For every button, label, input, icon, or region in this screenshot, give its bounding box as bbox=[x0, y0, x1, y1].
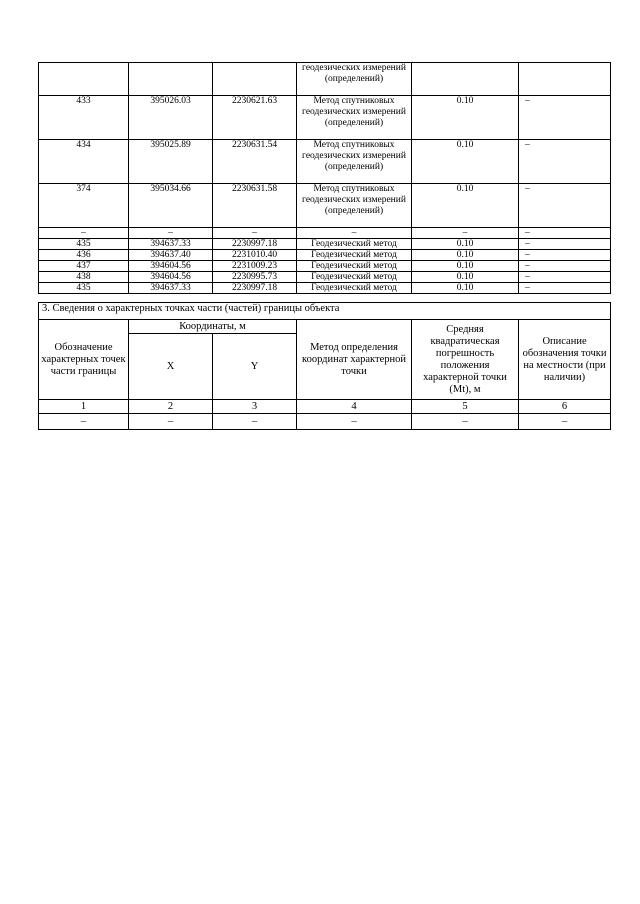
table-row bbox=[39, 184, 611, 228]
header-description: Описание обозначения точки на местности (при наличии) bbox=[519, 320, 611, 400]
column-number: 5 bbox=[412, 400, 519, 414]
description-cell: – bbox=[519, 261, 611, 272]
coord-x: 395026.03 bbox=[129, 96, 213, 140]
error-cell: 0.10 bbox=[412, 239, 519, 250]
description-cell: – bbox=[519, 140, 611, 184]
method-cell: Геодезический метод bbox=[297, 272, 412, 283]
header-y: Y bbox=[213, 334, 297, 400]
column-number: 2 bbox=[129, 400, 213, 414]
method-cell: Геодезический метод bbox=[297, 239, 412, 250]
method-cell: – bbox=[297, 228, 412, 239]
description-cell: – bbox=[519, 184, 611, 228]
coord-y: 2230631.58 bbox=[213, 184, 297, 228]
coord-y: 2230997.18 bbox=[213, 283, 297, 294]
empty-cell: – bbox=[519, 414, 611, 430]
empty-cell: – bbox=[213, 414, 297, 430]
error-cell: 0.10 bbox=[412, 261, 519, 272]
table-row bbox=[39, 261, 611, 272]
section-title: 3. Сведения о характерных точках части (частей) границы объекта bbox=[39, 303, 611, 320]
column-number: 6 bbox=[519, 400, 611, 414]
error-cell: 0.10 bbox=[412, 272, 519, 283]
point-id: 374 bbox=[39, 184, 129, 228]
empty-cell: – bbox=[412, 414, 519, 430]
method-cell: Геодезический метод bbox=[297, 283, 412, 294]
error-cell: 0.10 bbox=[412, 140, 519, 184]
point-id: 435 bbox=[39, 239, 129, 250]
part-boundary-points-table bbox=[38, 302, 611, 430]
point-id: 438 bbox=[39, 272, 129, 283]
point-id: 435 bbox=[39, 283, 129, 294]
header-method: Метод определения координат характерной точки bbox=[297, 320, 412, 400]
point-id: – bbox=[39, 228, 129, 239]
description-cell: – bbox=[519, 239, 611, 250]
error-cell: 0.10 bbox=[412, 96, 519, 140]
table-row bbox=[39, 283, 611, 294]
header-row bbox=[39, 320, 611, 334]
coord-x: 394637.33 bbox=[129, 283, 213, 294]
method-cell: Метод спутниковых геодезических измерений (определений) bbox=[297, 96, 412, 140]
coord-y: 2231009.23 bbox=[213, 261, 297, 272]
description-cell: – bbox=[519, 283, 611, 294]
method-cell: Геодезический метод bbox=[297, 261, 412, 272]
coord-y: 2230631.54 bbox=[213, 140, 297, 184]
coord-x: 394637.40 bbox=[129, 250, 213, 261]
method-cell: Геодезический метод bbox=[297, 250, 412, 261]
description-cell: – bbox=[519, 228, 611, 239]
table-row bbox=[39, 228, 611, 239]
coord-y: 2230621.63 bbox=[213, 96, 297, 140]
error-cell: 0.10 bbox=[412, 283, 519, 294]
header-error-text: Средняя квадратическая погрешность положения характерной точки (Mt), м bbox=[423, 323, 507, 395]
coord-x: – bbox=[129, 228, 213, 239]
section-title-row bbox=[39, 303, 611, 320]
table-row bbox=[39, 239, 611, 250]
column-number: 4 bbox=[297, 400, 412, 414]
coord-y: – bbox=[213, 228, 297, 239]
header-x: X bbox=[129, 334, 213, 400]
point-id: 436 bbox=[39, 250, 129, 261]
column-number-row bbox=[39, 400, 611, 414]
empty-cell: – bbox=[129, 414, 213, 430]
coord-x: 394637.33 bbox=[129, 239, 213, 250]
coord-y: 2231010.40 bbox=[213, 250, 297, 261]
method-cell: Метод спутниковых геодезических измерений (определений) bbox=[297, 140, 412, 184]
boundary-points-table bbox=[38, 62, 611, 294]
header-point-designation: Обозначение характерных точек части границы bbox=[39, 320, 129, 400]
description-cell: – bbox=[519, 272, 611, 283]
table-row bbox=[39, 140, 611, 184]
coord-x: 395034.66 bbox=[129, 184, 213, 228]
table-row bbox=[39, 272, 611, 283]
description-cell: – bbox=[519, 250, 611, 261]
column-number: 3 bbox=[213, 400, 297, 414]
coord-x: 395025.89 bbox=[129, 140, 213, 184]
coord-x: 394604.56 bbox=[129, 272, 213, 283]
table-row bbox=[39, 250, 611, 261]
header-coordinates: Координаты, м bbox=[129, 320, 297, 334]
table-row bbox=[39, 63, 611, 96]
error-cell: 0.10 bbox=[412, 250, 519, 261]
point-id: 434 bbox=[39, 140, 129, 184]
error-cell: 0.10 bbox=[412, 184, 519, 228]
table-row bbox=[39, 96, 611, 140]
column-number: 1 bbox=[39, 400, 129, 414]
method-cell: Метод спутниковых геодезических измерений (определений) bbox=[297, 184, 412, 228]
method-cell: геодезических измерений (определений) bbox=[297, 63, 412, 96]
empty-cell: – bbox=[297, 414, 412, 430]
coord-y: 2230995.73 bbox=[213, 272, 297, 283]
point-id: 437 bbox=[39, 261, 129, 272]
coord-x: 394604.56 bbox=[129, 261, 213, 272]
error-cell: – bbox=[412, 228, 519, 239]
description-cell: – bbox=[519, 96, 611, 140]
coord-y: 2230997.18 bbox=[213, 239, 297, 250]
empty-cell: – bbox=[39, 414, 129, 430]
table-row bbox=[39, 414, 611, 430]
point-id: 433 bbox=[39, 96, 129, 140]
header-error bbox=[412, 320, 519, 400]
